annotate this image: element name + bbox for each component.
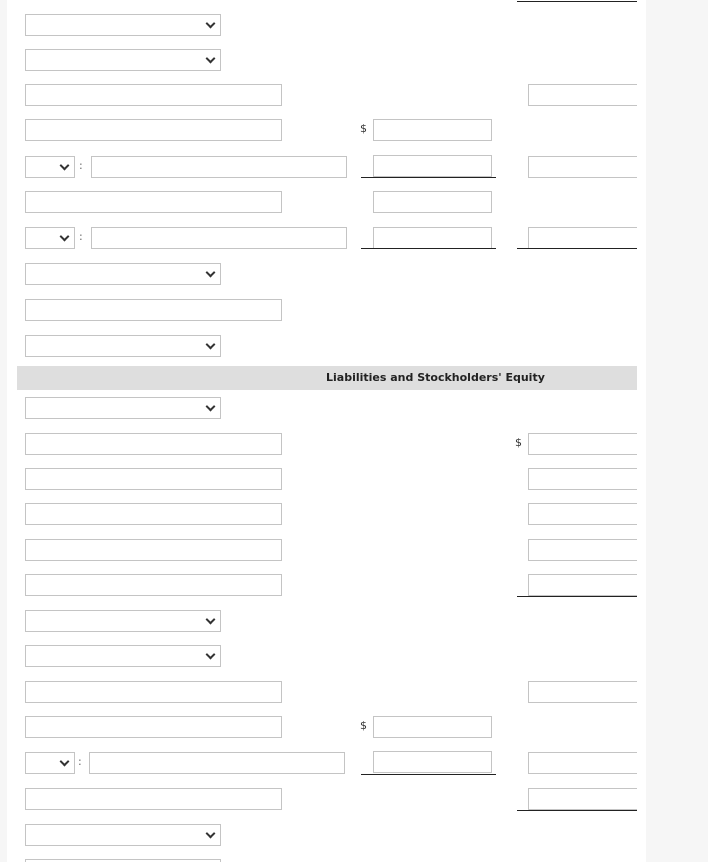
total-amount-input[interactable]: [528, 433, 637, 455]
account-name-input[interactable]: [25, 468, 282, 490]
section-header-title: Liabilities and Stockholders' Equity: [326, 371, 545, 384]
total-underline: [517, 248, 637, 249]
dollar-sign: $: [515, 436, 522, 449]
section-header: [17, 366, 637, 390]
total-underline: [517, 810, 637, 811]
total-amount-input[interactable]: [528, 752, 637, 774]
less-select[interactable]: [25, 156, 75, 178]
account-select[interactable]: [25, 645, 221, 667]
account-name-input[interactable]: [25, 433, 282, 455]
account-name-input[interactable]: [25, 299, 282, 321]
account-select[interactable]: [25, 397, 221, 419]
less-select[interactable]: [25, 752, 75, 774]
amount-input[interactable]: [373, 119, 492, 141]
subtotal-underline: [361, 248, 496, 249]
total-amount-input[interactable]: [528, 788, 637, 810]
account-name-input[interactable]: [25, 503, 282, 525]
amount-input[interactable]: [373, 751, 492, 773]
total-amount-input[interactable]: [528, 539, 637, 561]
subtotal-underline: [361, 177, 496, 178]
contra-account-input[interactable]: [91, 156, 347, 178]
colon-label: :: [78, 755, 82, 768]
account-select[interactable]: [25, 335, 221, 357]
account-name-input[interactable]: [25, 788, 282, 810]
colon-label: :: [79, 230, 83, 243]
colon-label: :: [79, 159, 83, 172]
account-select[interactable]: [25, 263, 221, 285]
amount-input[interactable]: [373, 227, 492, 249]
contra-account-input[interactable]: [89, 752, 345, 774]
account-select[interactable]: [25, 610, 221, 632]
amount-input[interactable]: [373, 191, 492, 213]
account-select[interactable]: [25, 824, 221, 846]
total-amount-input[interactable]: [528, 574, 637, 596]
subtotal-underline: [361, 774, 496, 775]
account-name-input[interactable]: [25, 84, 282, 106]
total-amount-input[interactable]: [528, 156, 637, 178]
account-select[interactable]: [25, 49, 221, 71]
contra-account-input[interactable]: [91, 227, 347, 249]
amount-input[interactable]: [373, 155, 492, 177]
dollar-sign: $: [360, 122, 367, 135]
total-amount-input[interactable]: [528, 468, 637, 490]
account-name-input[interactable]: [25, 191, 282, 213]
account-select[interactable]: [25, 14, 221, 36]
account-name-input[interactable]: [25, 681, 282, 703]
total-underline: [517, 596, 637, 597]
less-select[interactable]: [25, 227, 75, 249]
account-name-input[interactable]: [25, 574, 282, 596]
total-amount-input[interactable]: [528, 84, 637, 106]
account-name-input[interactable]: [25, 119, 282, 141]
account-name-input[interactable]: [25, 539, 282, 561]
total-amount-input[interactable]: [528, 681, 637, 703]
dollar-sign: $: [360, 719, 367, 732]
total-amount-input[interactable]: [528, 227, 637, 249]
account-name-input[interactable]: [25, 716, 282, 738]
total-amount-input[interactable]: [528, 503, 637, 525]
total-underline: [517, 1, 637, 2]
amount-input[interactable]: [373, 716, 492, 738]
